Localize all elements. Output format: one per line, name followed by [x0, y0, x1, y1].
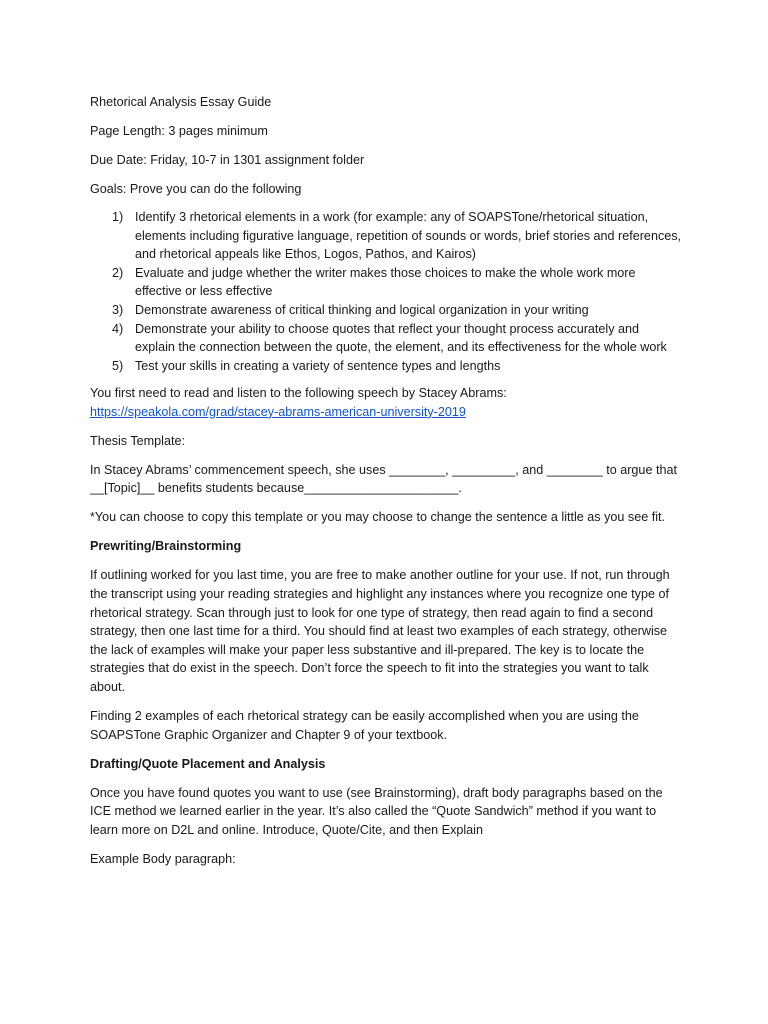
goal-number: 1) — [112, 209, 124, 224]
goals-list — [90, 208, 682, 375]
goal-number: 4) — [112, 321, 124, 336]
goal-item — [90, 301, 682, 320]
goals-intro: Goals: Prove you can do the following — [90, 181, 302, 196]
page-length: Page Length: 3 pages minimum — [90, 123, 268, 138]
goal-number: 5) — [112, 358, 124, 373]
prewriting-paragraph: If outlining worked for you last time, you are free to make another outline for your use. If not, run through the transcript using your reading strategies and highlight any instances where you recognize one type of rhetorical strategy. Scan through just to look for one type of strategy, then read again to find a second strategy, then one last time for a third. You should find at least two examples of each strategy, otherwise the lack of examples will make your paper less substantive and ill-prepared. The key is to locate the strategies that do exist in the speech. Don’t force the speech to fit into the strategies you want to talk about. — [90, 568, 670, 694]
due-date: Due Date: Friday, 10-7 in 1301 assignment folder — [90, 152, 365, 167]
goal-text: Test your skills in creating a variety of sentence types and lengths — [135, 358, 501, 373]
example-label: Example Body paragraph: — [90, 851, 236, 866]
goal-text: Demonstrate your ability to choose quotes that reflect your thought process accurately and explain the connection between the quote, the element, and its effectiveness for the whole work — [135, 321, 667, 355]
goal-text: Evaluate and judge whether the writer makes those choices to make the whole work more effective or less effective — [135, 265, 636, 299]
goal-text: Identify 3 rhetorical elements in a work (for example: any of SOAPSTone/rhetorical situation, elements including figurative language, repetition of sounds or words, brief stories and references, and rhetorical appeals like Ethos, Logos, Pathos, and Kairos) — [135, 209, 682, 262]
thesis-label: Thesis Template: — [90, 433, 185, 448]
goal-item — [90, 357, 682, 376]
goal-text: Demonstrate awareness of critical thinking and logical organization in your writing — [135, 302, 589, 317]
goal-item — [90, 264, 682, 301]
speech-paragraph — [90, 384, 682, 421]
prewriting-heading: Prewriting/Brainstorming — [90, 539, 242, 554]
goal-number: 3) — [112, 302, 124, 317]
template-note: *You can choose to copy this template or you may choose to change the sentence a little as you see fit. — [90, 510, 666, 525]
goal-number: 2) — [112, 265, 124, 280]
goal-item — [90, 208, 682, 264]
finding-paragraph: Finding 2 examples of each rhetorical strategy can be easily accomplished when you are using the SOAPSTone Graphic Organizer and Chapter 9 of your textbook. — [90, 708, 639, 742]
goal-item — [90, 320, 682, 357]
drafting-paragraph: Once you have found quotes you want to use (see Brainstorming), draft body paragraphs based on the ICE method we learned earlier in the year. It’s also called the “Quote Sandwich” method if you want to learn more on D2L and online. Introduce, Quote/Cite, and then Explain — [90, 785, 663, 837]
speech-intro: You first need to read and listen to the following speech by Stacey Abrams: — [90, 386, 507, 401]
document-page — [90, 93, 682, 879]
speech-link[interactable]: https://speakola.com/grad/stacey-abrams-american-university-2019 — [90, 404, 466, 419]
drafting-heading: Drafting/Quote Placement and Analysis — [90, 756, 326, 771]
document-title: Rhetorical Analysis Essay Guide — [90, 95, 272, 109]
thesis-template: In Stacey Abrams’ commencement speech, she uses ________, _________, and ________ to argue that __[Topic]__ benefits students because______________________. — [90, 462, 677, 496]
